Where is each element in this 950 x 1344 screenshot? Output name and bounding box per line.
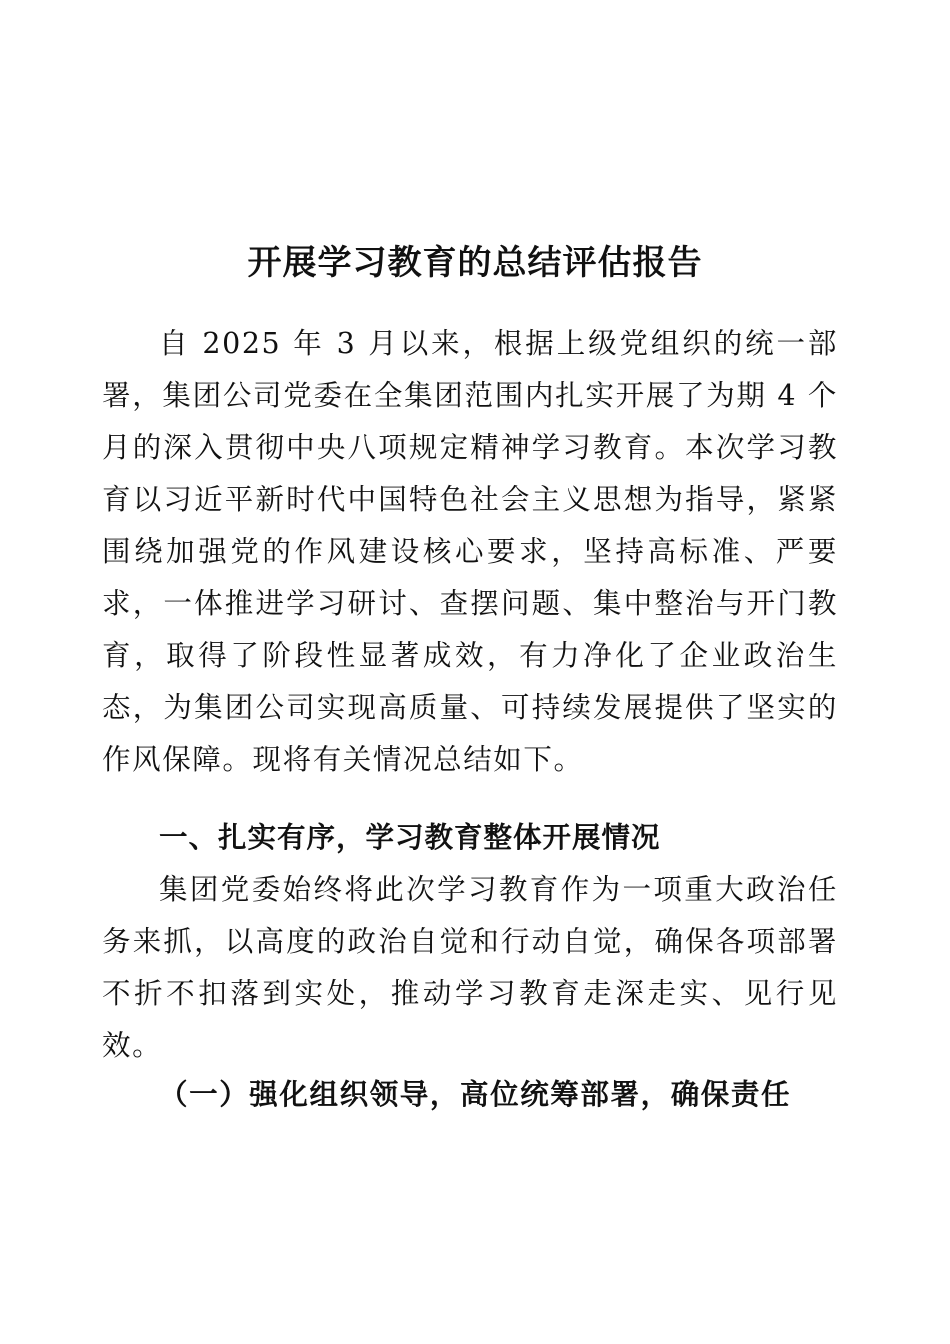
subsection-one-heading: （一）强化组织领导，高位统筹部署，确保责任	[159, 1077, 792, 1111]
section-one-paragraph: 集团党委始终将此次学习教育作为一项重大政治任务来抓，以高度的政治自觉和行动自觉，确保各项部署不折不扣落到实处，推动学习教育走深走实、见行见效。	[102, 873, 838, 1062]
section-one-heading: 一、扎实有序，学习教育整体开展情况	[159, 821, 661, 854]
intro-paragraph: 自 2025 年 3 月以来，根据上级党组织的统一部署，集团公司党委在全集团范围内扎实开展了为期 4 个月的深入贯彻中央八项规定精神学习教育。本次学习教育以习近平新时代中国特色社会主义思想为指导，紧紧围绕加强党的作风建设核心要求，坚持高标准、严要求，一体推进学习研讨、查摆问题、集中整治与开门教育，取得了阶段性显著成效，有力净化了企业政治生态，为集团公司实现高质量、可持续发展提供了坚实的作风保障。现将有关情况总结如下。	[102, 327, 838, 776]
document-title: 开展学习教育的总结评估报告	[247, 242, 703, 283]
